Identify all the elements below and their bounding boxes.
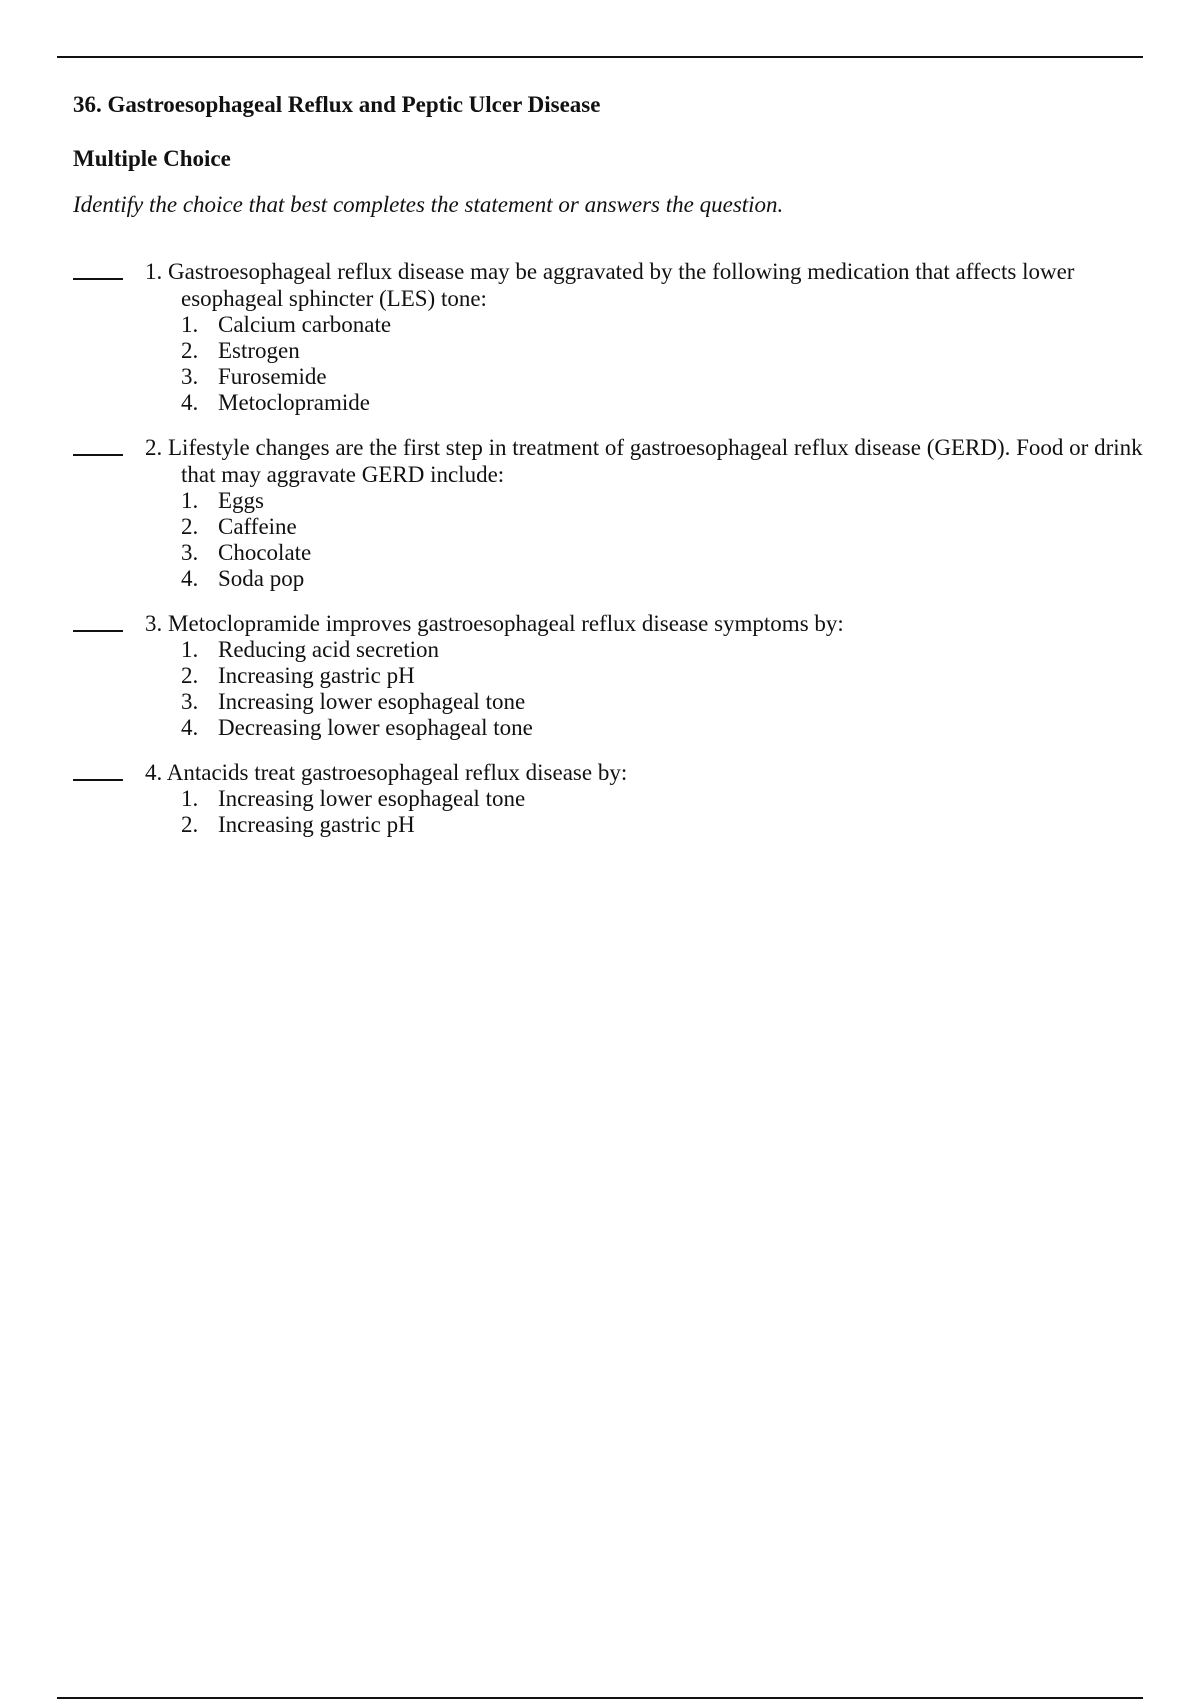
footer-rule bbox=[57, 1697, 1143, 1699]
option-number: 4. bbox=[181, 715, 199, 740]
option-item bbox=[181, 637, 1143, 663]
option-item bbox=[181, 812, 1143, 838]
option-list bbox=[181, 637, 1143, 741]
option-number: 1. bbox=[181, 312, 199, 337]
answer-blank[interactable] bbox=[73, 454, 123, 456]
option-number: 2. bbox=[181, 812, 199, 837]
header-rule bbox=[57, 56, 1143, 58]
option-number: 1. bbox=[181, 488, 199, 513]
option-text: Calcium carbonate bbox=[218, 312, 392, 337]
option-list bbox=[181, 312, 1143, 416]
option-item bbox=[181, 566, 1143, 592]
option-item bbox=[181, 663, 1143, 689]
option-number: 3. bbox=[181, 689, 199, 714]
option-item bbox=[181, 390, 1143, 416]
option-number: 3. bbox=[181, 540, 199, 565]
option-number: 2. bbox=[181, 663, 199, 688]
option-text: Caffeine bbox=[218, 514, 297, 539]
option-item bbox=[181, 364, 1143, 390]
option-text: Chocolate bbox=[218, 540, 312, 565]
option-item bbox=[181, 689, 1143, 715]
option-item bbox=[181, 540, 1143, 566]
option-text: Increasing lower esophageal tone bbox=[218, 689, 526, 714]
question-stem: 4. Antacids treat gastroesophageal reflux disease by: bbox=[145, 760, 628, 785]
option-number: 4. bbox=[181, 566, 199, 591]
option-text: Soda pop bbox=[218, 566, 305, 591]
option-text: Furosemide bbox=[218, 364, 327, 389]
question-stem: 3. Metoclopramide improves gastroesophageal reflux disease symptoms by: bbox=[145, 611, 844, 636]
answer-blank[interactable] bbox=[73, 630, 123, 632]
option-number: 3. bbox=[181, 364, 199, 389]
section-heading: Multiple Choice bbox=[73, 146, 231, 171]
option-number: 4. bbox=[181, 390, 199, 415]
question-4 bbox=[73, 759, 1143, 838]
option-list bbox=[181, 786, 1143, 838]
question-3 bbox=[73, 610, 1143, 741]
option-text: Metoclopramide bbox=[218, 390, 371, 415]
option-text: Eggs bbox=[218, 488, 264, 513]
option-number: 2. bbox=[181, 514, 199, 539]
option-number: 1. bbox=[181, 637, 199, 662]
option-list bbox=[181, 488, 1143, 592]
option-item bbox=[181, 715, 1143, 741]
option-item bbox=[181, 338, 1143, 364]
question-2 bbox=[73, 434, 1143, 592]
option-text: Reducing acid secretion bbox=[218, 637, 439, 662]
option-text: Increasing lower esophageal tone bbox=[218, 786, 526, 811]
answer-blank[interactable] bbox=[73, 278, 123, 280]
answer-blank[interactable] bbox=[73, 779, 123, 781]
option-text: Increasing gastric pH bbox=[218, 663, 415, 688]
option-item bbox=[181, 786, 1143, 812]
page-title: 36. Gastroesophageal Reflux and Peptic Ulcer Disease bbox=[73, 92, 601, 117]
option-item bbox=[181, 488, 1143, 514]
option-text: Estrogen bbox=[218, 338, 300, 363]
option-item bbox=[181, 514, 1143, 540]
option-text: Decreasing lower esophageal tone bbox=[218, 715, 533, 740]
instructions: Identify the choice that best completes the statement or answers the question. bbox=[73, 192, 784, 217]
question-1 bbox=[73, 258, 1143, 416]
option-item bbox=[181, 312, 1143, 338]
question-stem: 1. Gastroesophageal reflux disease may be aggravated by the following medication that affects lower esophageal sphincter (LES) tone: bbox=[145, 259, 1075, 311]
document-body bbox=[73, 90, 1143, 856]
option-text: Increasing gastric pH bbox=[218, 812, 415, 837]
question-stem: 2. Lifestyle changes are the first step in treatment of gastroesophageal reflux disease (GERD). Food or drink that may aggravate GERD include: bbox=[145, 435, 1143, 487]
option-number: 1. bbox=[181, 786, 199, 811]
option-number: 2. bbox=[181, 338, 199, 363]
